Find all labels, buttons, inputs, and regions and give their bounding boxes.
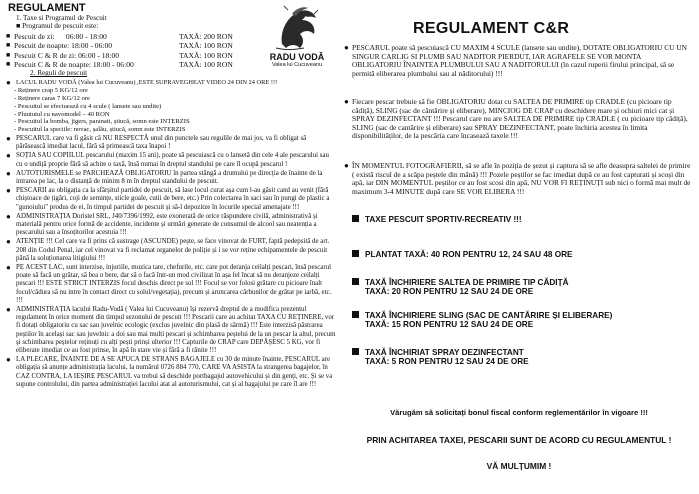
rule-paragraph: ● ATENȚIE !!! Cel care va fi prins că sustrage (ASCUNDE) pește, se face vinovat de FURT, faptă pedepsită de art. 208 din Codul Penal, iar cel vinovat va fi reclamat organelor de poliție și i se vor reține echipamentele de pescuit până la soluționarea litigiului !!! — [6, 237, 330, 262]
schedule-row: ■ Pescuit C & R de zi: 06:00 - 18:00 TAXĂ: 100 RON — [6, 50, 233, 60]
bullet-icon: ● — [6, 263, 11, 273]
left-title: REGULAMENT — [8, 2, 86, 14]
rule-paragraph: ● ADMINISTRAȚIA lacului Radu-Vodă ( Valea lui Cucuveanu) își rezervă dreptul de a modifica prezentul regulament în orice moment din timpul sezonului de pescuit !!! Pescarii care au achitat TAXA CU REȚINERE, vor fi dotați obligatoriu cu sac sau juvelnic ecologic (exclus juvelnic din plasă de sârmă) !!! Este interzisă păstrarea peștilor în același sac sau juvelnic a doi sau mai multi pescari și schimbarea peștelui de la un pescar la altul, precum și schimbarea peștelor reținuți cu alți pești prinși ulterior !!! Capturile de CRAP care DEPĂȘESC 5 KG, vor fi eliberate imediat ce au fost prinse, în apă în stare vie și fără a fi rănite !!! — [6, 305, 336, 355]
rule-paragraph: ● ADMINISTRAȚIA Doristel SRL, J40/7396/1992, este exonerată de orice răspundere civilă, administrativă și materială pentru orice formă de accidente, incidente și urmări generate de consumul de alcool sau neatenția a pescarului sau a însoțitorilor acestuia !!! — [6, 211, 318, 237]
square-bullet-icon: ■ — [6, 59, 11, 68]
schedule-row: ■ Pescuit de noapte: 18:00 - 06:00 TAXĂ: 100 RON — [6, 41, 233, 51]
fees-subtitle: 1. Taxe si Programul de Pescuit — [16, 14, 107, 22]
square-bullet-icon: ■ — [16, 22, 23, 31]
bullet-icon: ● — [6, 305, 11, 315]
cr-rule-paragraph: ● ÎN MOMENTUL FOTOGRAFIERII, să se afle în poziția de șezut și captura să se afle deasupra saltelei de primire ( există riscul de a scăpa peștele din mână) !!! Pozele peștilor se fac imediat după ce au fost capturati și scoși din apă, iar DIN MOMENTUL peștilor ce au fost scosi din apă, NU VOR FI REȚINUȚI sub nici o formă mai mult de maximum 3-4 MINUTE după care SE VOR ELIBERA !!! — [344, 161, 691, 196]
cr-rule-paragraph: ● Fiecare pescar trebuie să fie OBLIGATORIU dotat cu SALTEA DE PRIMIRE tip CRADLE (cu picioare tip cădiță), SLING (sac de cântărire și eliberare), MINCIOG DE CRAP cu deschidere mare și ochiuri mici cat și SPRAY DEZINFECTANT !!! Pescarul care nu are SALTEA DE PRIMIRE tip CRADLE ( cu picioare tip cădiță), SLING (sac de cantărire și eliberare) sau SPRAY DEZINFECTANT, poate închiria acestea în limita disponibilităților, de la pescăria care încasează taxele !!! — [344, 97, 688, 140]
bullet-icon: ● — [344, 43, 349, 52]
bullet-icon: ● — [6, 151, 11, 161]
square-bullet-icon: ■ — [6, 41, 11, 50]
rule-paragraph: ● LA PLECARE, ÎNAINTE DE A SE APUCA DE STRANS BAGAJELE cu 30 de minute înainte, PESCARUL are obligația să anunțe administrația lacului, la numărul 0726 884 770, CARE VA ASISTA la strangerea bagajelor, în CAZ CONTRA, LA IEȘIRE PESCARUL va trebui să deschide portbagajul autovehicului și din genți, etc. Și se va supune controlului, din partea administrației lacului atat al autoturismului, cat și al bagajului pe care îl are !!! — [6, 355, 333, 388]
right-title: REGULAMENT C&R — [413, 20, 570, 37]
limits-list — [6, 87, 336, 134]
fee-item: TAXE PESCUIT SPORTIV-RECREATIV !!! — [352, 215, 522, 224]
schedule-row: ■ Pescuit de zi: 06:00 - 18:00 TAXĂ: 200 RON — [6, 31, 233, 41]
square-bullet-icon: ■ — [6, 31, 11, 40]
square-bullet-icon — [352, 215, 359, 222]
list-item: - Pescuitul se efectuează cu 4 scule ( lansete sau undite) — [14, 102, 162, 110]
rules-paragraphs — [6, 135, 336, 389]
thank-you: VĂ MULȚUMIM ! — [486, 461, 552, 471]
rule-paragraph: ● PE ACEST LAC, sunt interzise, injuriile, muzica tare, chefurile, etc. care pot deranja ceilalți pescari, însă pescarul poate să facă un grătar, să bea o bere, dar să o facă într-un mod civilizat în așa fel încat să nu deranjeze ceilalți pescari !!! ESTE STRICT INTERZIS focul deschis direct pe sol !!! Focul se vor folosi grătare cu picioare înalt focul/cădura să nu intre în contact direct cu solul/vegetația), precum și aruncarea cărbunilor de grătar pe iarbă, etc. !!! — [6, 263, 332, 304]
list-item: - Reținere crap 5 KG/12 ore — [14, 87, 88, 95]
bullet-icon: ● — [6, 237, 11, 247]
bullet-icon: ● — [6, 186, 11, 196]
cr-rule-paragraph: ● PESCARUL poate să pescuiască CU MAXIM 4 SCULE (lansete sau undite), DOTATE OBLIGATORIU CU UN SINGUR CARLIG SI PLUMB SAU NADITOR PIERDUT, IAR AGRAFELE SE VOR MONTA OBLIGATORIU ÎNAINTEA PLUMBULUI SAU A NADITORULUI (în cazul ruperii firului principal, să se permită eliberarea plumbului sau al năditorului) !!! — [344, 43, 688, 78]
rule-paragraph: ● AUTOTURISMELE se PARCHEAZĂ OBLIGATORIU în partea stângă a drumului pe direcția de înainte de la intrarea pe lac, la o distanță de minim 8 m în dreptul standului de pescuit. — [6, 168, 323, 185]
agreement-notice: PRIN ACHITAREA TAXEI, PESCARII SUNT DE ACORD CU REGULAMENTUL ! — [366, 435, 672, 445]
list-item: - Pescuitul la speciile: novac, șalău, știucă, somn este INTERZIS — [14, 126, 186, 134]
logo-subtitle: Valea lui Cucuveanu — [271, 62, 323, 68]
bullet-icon: ● — [6, 77, 11, 87]
lake-notice: ● LACUL RADU VODĂ (Valea lui Cucuveanu) ,ESTE SUPRAVEGHEAT VIDEO 24 DIN 24 ORE !!! — [6, 77, 278, 87]
bullet-icon: ● — [344, 97, 349, 106]
logo-name: RADU VODĂ — [269, 52, 325, 62]
rule-paragraph: ● PESCARII au obligația ca la sfârșitul partidei de pescuit, să lase locul curat așa cum l-au găsit cand au venit (fără chiștoace de țigări, coji de semințe, sticle goale, cutii de bere, etc.) Prin colectarea în saci sau în pungi de plastic a "gunoiului" produs de ei, în timpul partidei de pescuit și să-l depozitze în locurile special amenajate !!! — [6, 186, 330, 211]
list-item: - Reținere caras 7 KG/12 ore — [14, 94, 90, 102]
square-bullet-icon — [352, 250, 359, 257]
rule-paragraph: ● SOȚIA SAU COPIILUL pescarului (maxim 15 ani), poate să pescuiască cu o lansetă din cele 4 ale pescarului sau cu o undiță proprie fără să achite o taxă, însă numai în dreptul standului pe care îl ocupă pescarul ! — [6, 151, 329, 168]
square-bullet-icon — [352, 348, 359, 355]
bullet-icon: ● — [6, 168, 11, 178]
bullet-icon: ● — [6, 355, 11, 365]
logo-text — [262, 52, 332, 68]
square-bullet-icon — [352, 311, 359, 318]
bullet-icon: ● — [6, 133, 11, 143]
program-label: ■ Programul de pescuit este: — [16, 22, 99, 31]
fee-item: TAXĂ ÎNCHIRIAT SPRAY DEZINFECTANT TAXĂ: 5 RON PENTRU 12 SAU 24 DE ORE — [352, 348, 529, 367]
square-bullet-icon: ■ — [6, 50, 11, 59]
list-item: - Pescuitul la bomba, jigers, paranati, știucă, somn este INTERZIS — [14, 118, 190, 126]
rule-paragraph: ● PESCARUL care va fi găsit că NU RESPECTĂ unul din punctele sau regulile de mai jos, va fi obligat să părăsească imediat lacul, fără să primească taxa înapoi ! — [6, 133, 307, 151]
fee-item: PLANTAT TAXĂ: 40 RON PENTRU 12, 24 SAU 48 ORE — [352, 250, 572, 259]
receipt-notice: Vărugăm să solicitați bonul fiscal conform reglementărilor în vigoare !!! — [390, 408, 648, 417]
schedule-row: ■ Pescuit C & R de noapte: 18:00 - 06:00 TAXĂ: 100 RON — [6, 59, 233, 69]
list-item: - Pluututul cu navomodel – 40 RON — [14, 110, 110, 118]
fee-item: TAXĂ ÎNCHIRIERE SLING (SAC DE CANTĂRIRE ȘI ELIBERARE) TAXĂ: 15 RON PENTRU 12 SAU 24 DE ORE — [352, 311, 612, 330]
square-bullet-icon — [352, 278, 359, 285]
fee-item: TAXĂ ÎNCHIRIERE SALTEA DE PRIMIRE TIP CĂDIȚĂ TAXĂ: 20 RON PENTRU 12 SAU 24 DE ORE — [352, 278, 568, 297]
bullet-icon: ● — [6, 211, 11, 221]
bullet-icon: ● — [344, 161, 349, 170]
rules-title: 2. Reguli de pescuit — [30, 69, 88, 78]
